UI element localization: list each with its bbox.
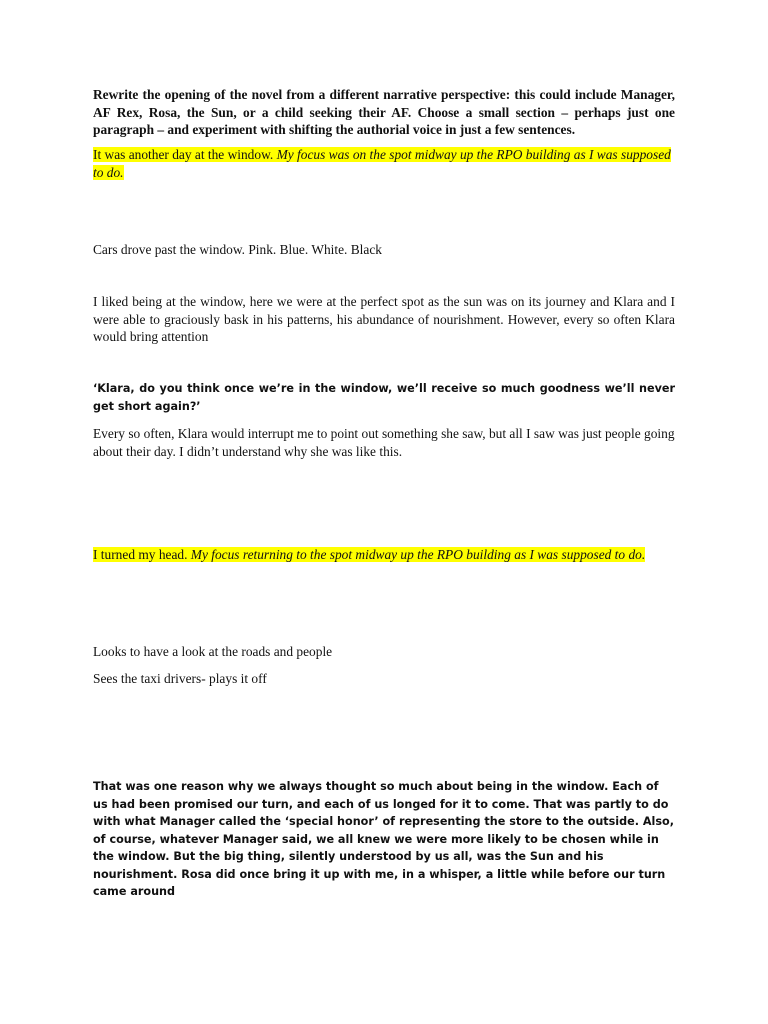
note-roads: Looks to have a look at the roads and people bbox=[93, 644, 333, 659]
opening-italic-text: My focus was on the spot midway up the RPO building as I was supposed to do. bbox=[93, 147, 671, 180]
turn-italic-text: My focus returning to the spot midway up the RPO building as I was supposed to do. bbox=[190, 547, 646, 562]
paragraph-window: I liked being at the window, here we were at the perfect spot as the sun was on its journey and Klara and I were able to graciously bask in his patterns, his abundance of nourishment. However, every so often Klara would bring attention bbox=[93, 294, 675, 344]
quote-paragraph: ‘Klara, do you think once we’re in the window, we’ll receive so much goodness we’ll never get short again?’ bbox=[93, 382, 675, 413]
opening-plain-text: It was another day at the window. bbox=[93, 147, 277, 162]
paragraph-cars: Cars drove past the window. Pink. Blue. White. Black bbox=[93, 242, 382, 257]
note-taxi: Sees the taxi drivers- plays it off bbox=[93, 671, 267, 686]
assignment-prompt: Rewrite the opening of the novel from a different narrative perspective: this could include Manager, AF Rex, Rosa, the Sun, or a child seeking their AF. Choose a small section – perhaps just one paragraph – and experiment with shifting the authorial voice in just a few sentences. bbox=[93, 87, 675, 137]
paragraph-interrupt: Every so often, Klara would interrupt me to point out something she saw, but all I saw was just people going about their day. I didn’t understand why she was like this. bbox=[93, 426, 675, 459]
turn-plain-text: I turned my head. bbox=[93, 547, 191, 562]
novel-excerpt: That was one reason why we always thought so much about being in the window. Each of us had been promised our turn, and each of us longed for it to come. That was partly to do with what Manager called the ‘special honor’ of representing the store to the outside. Also, of course, whatever Manager said, we all knew we were more likely to be chosen while in the window. But the big thing, silently understood by us all, was the Sun and his nourishment. Rosa did once bring it up with me, in a whisper, a little while before our turn came around bbox=[93, 780, 674, 898]
highlighted-paragraph-opening bbox=[93, 146, 675, 181]
highlighted-paragraph-turn bbox=[93, 546, 675, 564]
